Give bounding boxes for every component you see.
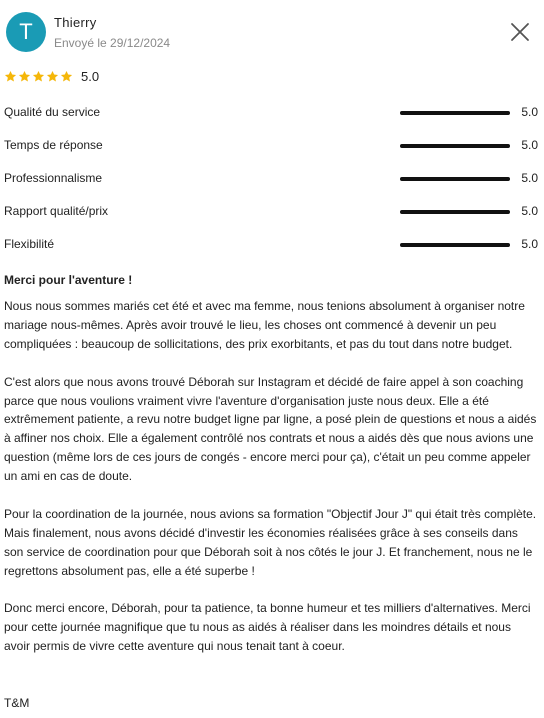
criterion-bar — [400, 111, 510, 115]
review-paragraph: C'est alors que nous avons trouvé Déborah sur Instagram et décidé de faire appel à son coaching parce que nous voulions vraiment vivre l'aventure d'organisation juste nous deux. Elle a été extrêmement patiente, a revu notre budget ligne par ligne, a posé plein de questions et nous a aidés à affiner nos choix. Elle a également contrôlé nos contrats et nous a aidés dès que nous avions une question (même lors de ces jours de congés - encore merci pour ça), c'était un peu comme appeler un ami en cas de doute. — [4, 374, 537, 484]
criterion-row — [4, 232, 538, 265]
criterion-label: Qualité du service — [4, 105, 101, 119]
overall-score: 5.0 — [81, 68, 100, 84]
review-body — [4, 297, 540, 675]
close-button[interactable] — [508, 20, 532, 44]
criterion-score: 5.0 — [521, 105, 538, 119]
review-header — [6, 12, 538, 56]
criteria-ratings — [4, 100, 538, 265]
criterion-bar-fill — [400, 177, 510, 181]
criterion-score: 5.0 — [521, 237, 538, 251]
review-signature: T&M — [4, 696, 30, 710]
criterion-row — [4, 100, 538, 133]
review-paragraph: Pour la coordination de la journée, nous avions sa formation "Objectif Jour J" qui était très complète. Mais finalement, nous avons décidé d'investir les économies réalisées grâce à ses conseils dans son service de coordination pour que Déborah soit à nos côtés le jour J. Et franchement, nous ne le regrettons absolument pas, elle a été superbe ! — [4, 506, 537, 578]
criterion-row — [4, 166, 538, 199]
criterion-bar — [400, 177, 510, 181]
review-paragraph: Donc merci encore, Déborah, pour ta patience, ta bonne humeur et tes milliers d'alternatives. Merci pour cette journée magnifique que tu nous as aidés à réaliser dans les moindres détails et nous avoir permis de vivre cette aventure qui nous tenait tant à coeur. — [4, 601, 531, 654]
star-icon — [4, 70, 17, 83]
star-icon — [60, 70, 73, 83]
star-rating — [4, 70, 73, 83]
criterion-bar-fill — [400, 243, 510, 247]
criterion-bar-fill — [400, 111, 510, 115]
criterion-row — [4, 199, 538, 232]
criterion-bar-fill — [400, 144, 510, 148]
criterion-label: Professionnalisme — [4, 171, 103, 185]
criterion-bar — [400, 144, 510, 148]
criterion-row — [4, 133, 538, 166]
star-icon — [32, 70, 45, 83]
criterion-score: 5.0 — [521, 138, 538, 152]
review-title: Merci pour l'aventure ! — [4, 273, 133, 287]
avatar: T — [6, 12, 46, 52]
criterion-score: 5.0 — [521, 204, 538, 218]
star-icon — [18, 70, 31, 83]
overall-rating — [4, 67, 99, 85]
star-icon — [46, 70, 59, 83]
criterion-bar — [400, 243, 510, 247]
criterion-score: 5.0 — [521, 171, 538, 185]
criterion-bar-fill — [400, 210, 510, 214]
review-paragraph: Nous nous sommes mariés cet été et avec ma femme, nous tenions absolument à organiser notre mariage nous-mêmes. Après avoir trouvé le lieu, les choses ont commencé à devenir un peu compliquées : beaucoup de sollicitations, des prix exorbitants, et pas du tout dans notre budget. — [4, 299, 525, 351]
criterion-bar — [400, 210, 510, 214]
sent-date: Envoyé le 29/12/2024 — [54, 36, 171, 50]
criterion-label: Temps de réponse — [4, 138, 103, 152]
close-icon — [508, 20, 532, 44]
criterion-label: Rapport qualité/prix — [4, 204, 109, 218]
criterion-label: Flexibilité — [4, 237, 55, 251]
author-name: Thierry — [54, 15, 97, 30]
